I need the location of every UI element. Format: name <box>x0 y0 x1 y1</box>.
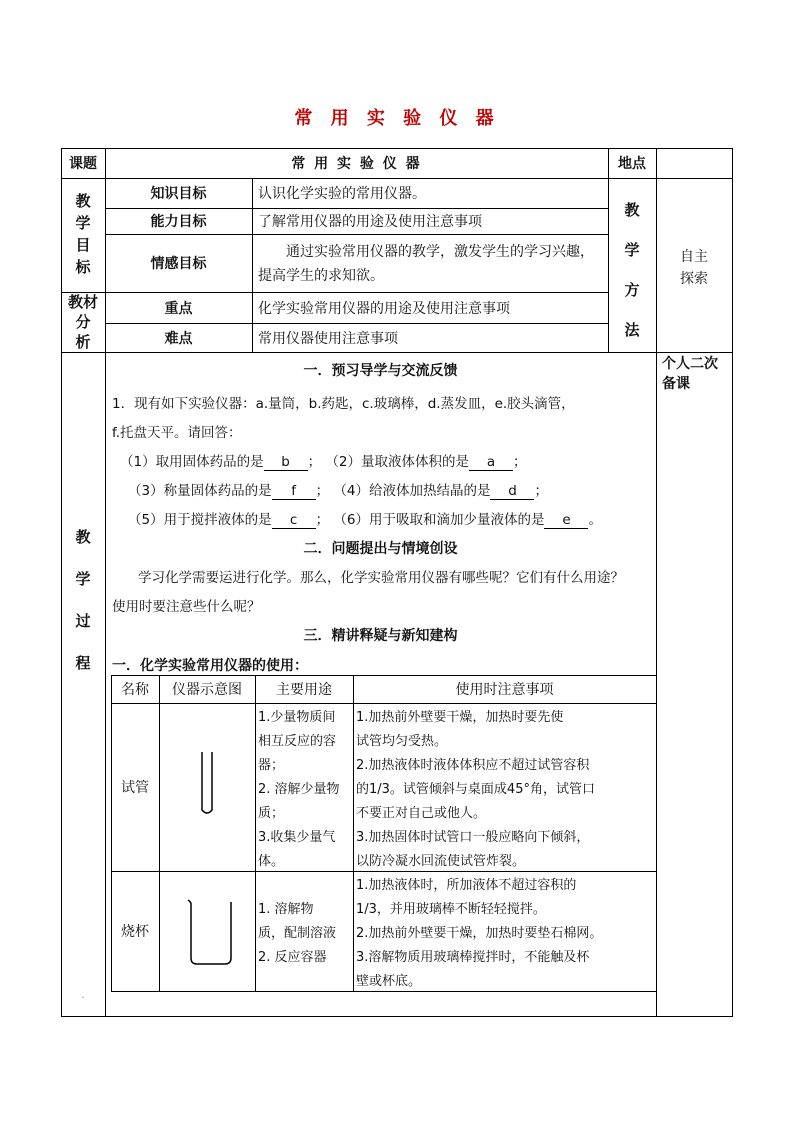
topic-value: 常 用 实 验 仪 器 <box>291 156 422 172</box>
instrument-use: 1.少量物质间 相互反应的容 器； 2. 溶解少量物 质； 3.收集少量气 体。 <box>258 710 340 869</box>
method-label: 教 学 方 法 <box>624 201 640 339</box>
col-header-name: 名称 <box>121 682 149 698</box>
answer-blank: d <box>490 483 534 500</box>
answer-blank: a <box>469 454 513 471</box>
beaker-icon <box>185 898 235 972</box>
answer-blank: b <box>264 454 308 471</box>
question-item: （5）用于搅拌液体的是 c ； （6）用于吸取和滴加少量液体的是 e 。 <box>128 512 602 528</box>
ability-goal-value: 了解常用仪器的用途及使用注意事项 <box>258 214 482 230</box>
method-value: 自主 探索 <box>680 249 708 287</box>
difficulty-value: 常用仪器使用注意事项 <box>258 330 398 347</box>
col-header-use: 主要用途 <box>276 682 332 698</box>
instrument-notes: 1.加热前外壁要干燥，加热时要先使 试管均匀受热。 2.加热液体时液体体积应不超过试管容积 的1/3。试管倾斜与桌面成45°角，试管口 不要正对自己或他人。 3.加热固体时试管口一般应略向下倾斜， 以防冷凝水回流使试管炸裂。 <box>356 710 595 869</box>
page-title: 常 用 实 验 仪 器 <box>294 108 500 129</box>
key-point-label: 重点 <box>164 300 193 317</box>
answer-blank: f <box>272 483 316 500</box>
answer-blank: e <box>544 512 588 529</box>
instrument-notes: 1.加热液体时，所加液体不超过容积的 1/3，并用玻璃棒不断轻轻搅拌。 2.加热前外壁要干燥，加热时要垫石棉网。 3.溶解物质用玻璃棒搅拌时，不能触及杯 壁或杯底。 <box>356 878 603 989</box>
col-header-notes: 使用时注意事项 <box>455 682 554 698</box>
section2-paragraph-1: 学习化学需要运进行化学。那么，化学实验常用仪器有哪些呢？它们有什么用途？ <box>138 570 624 586</box>
location-label: 地点 <box>618 156 646 172</box>
question-item: （1）取用固体药品的是 b ； （2）量取液体体积的是 a ； <box>120 454 527 470</box>
topic-label: 课题 <box>69 156 97 172</box>
analysis-group-label: 教材 分 析 <box>67 293 98 351</box>
knowledge-goal-value: 认识化学实验的常用仪器。 <box>258 186 426 202</box>
process-label: 教 学 过 程 <box>75 528 91 672</box>
section2-heading: 二．问题提出与情境创设 <box>303 541 458 557</box>
section2-paragraph-2: 使用时要注意些什么呢？ <box>112 599 261 615</box>
instrument-name: 试管 <box>121 780 149 796</box>
emotion-goal-label: 情感目标 <box>150 256 207 272</box>
instrument-name: 烧杯 <box>121 924 149 940</box>
question-line-1: 1．现有如下实验仪器：a.量筒，b.药匙，c.玻璃棒，d.蒸发皿，e.胶头滴管， <box>112 396 575 412</box>
ability-goal-label: 能力目标 <box>150 214 207 230</box>
section3-subheading: 一．化学实验常用仪器的使用： <box>112 658 308 674</box>
knowledge-goal-label: 知识目标 <box>150 186 207 202</box>
section3-heading: 三．精讲释疑与新知建构 <box>303 628 458 644</box>
question-item: （3）称量固体药品的是 f ； （4）给液体加热结晶的是 d ； <box>128 483 548 499</box>
test-tube-icon <box>199 750 215 822</box>
personal-prep-label: 个人二次 备课 <box>662 356 718 392</box>
instrument-use: 1. 溶解物 质，配制溶液 2. 反应容器 <box>258 902 337 965</box>
section1-heading: 一．预习导学与交流反馈 <box>303 363 458 379</box>
difficulty-label: 难点 <box>164 330 193 347</box>
answer-blank: c <box>272 512 316 529</box>
emotion-goal-value: 通过实验常用仪器的教学，激发学生的学习兴趣， 提高学生的求知欲。 <box>258 244 594 284</box>
key-point-value: 化学实验常用仪器的用途及使用注意事项 <box>258 300 510 317</box>
col-header-diagram: 仪器示意图 <box>172 682 242 698</box>
question-line-2: f.托盘天平。请回答： <box>112 425 242 441</box>
objectives-group-label: 教 学 目 标 <box>75 192 91 276</box>
